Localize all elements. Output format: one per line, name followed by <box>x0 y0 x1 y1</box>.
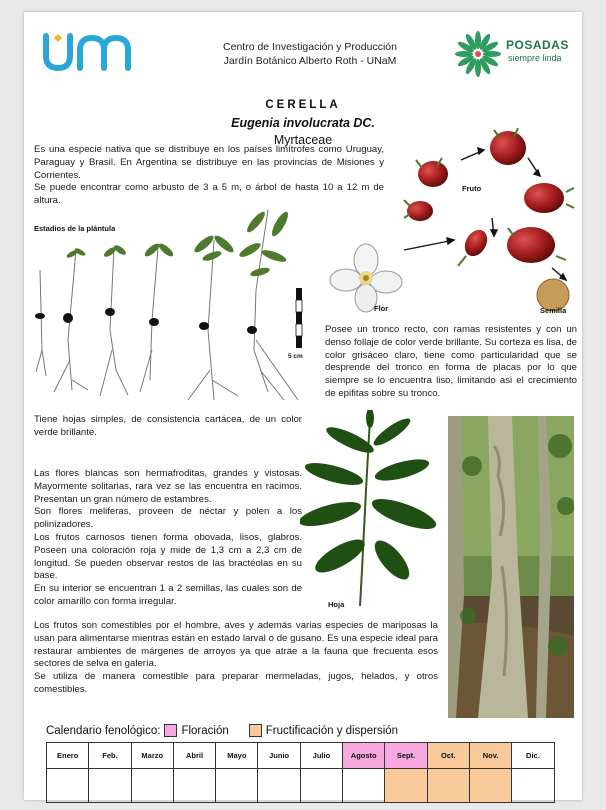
label-plantula: Estadios de la plántula <box>34 224 116 233</box>
calendar-month-cell: Sept. <box>385 743 427 769</box>
calendar-month-cell: Mayo <box>216 743 258 769</box>
seedling-stages-illustration <box>28 200 318 410</box>
calendar-fruiting-cell <box>89 769 131 803</box>
leaves-description: Tiene hojas simples, de consistencia cartácea, de un color verde brillante. <box>34 414 302 438</box>
calendar-month-cell: Marzo <box>131 743 173 769</box>
intro-paragraph: Es una especie nativa que se distribuye en los países limítrofes como Uruguay, Paraguay y Brasil. En Argentina se distribuye en las provincias de Misiones y Corrientes. <box>34 144 384 181</box>
calendar-month-cell: Dic. <box>512 743 554 769</box>
family-name: Myrtaceae <box>273 133 333 147</box>
flowering-swatch <box>164 724 177 737</box>
legend-flowering: Floración <box>181 724 229 737</box>
calendar-months-row <box>47 743 555 769</box>
posadas-flower-logo <box>452 28 504 80</box>
calendar-fruiting-cell <box>469 769 511 803</box>
common-name-title: CERELLA <box>265 99 341 111</box>
calendar-month-cell: Junio <box>258 743 300 769</box>
trunk-description: Posee un tronco recto, con ramas resistentes y con un denso follaje de color verde brillante. Su corteza es lisa, de color grisáceo claro, tiene como particularidad que se desprende del tronco en forma de placas por lo que siempre se lo encuentra liso, limitando asi el crecimiento de epifitas sobre su tronco. <box>325 324 577 399</box>
scale-bar <box>296 288 302 348</box>
calendar-month-cell: Nov. <box>469 743 511 769</box>
calendar-month-cell: Feb. <box>89 743 131 769</box>
tree-trunk-photo <box>448 416 574 718</box>
leaf-branch-illustration <box>300 410 444 610</box>
calendar-fruiting-cell <box>258 769 300 803</box>
fruits-paragraph: Los frutos carnosos tienen forma obovada, lisos, glabros. Poseen una coloración roja y mide de 1,3 cm a 2,3 cm de longitud. Se pueden observar restos de las bractéolas en su base. <box>34 531 302 582</box>
calendar-month-cell: Enero <box>47 743 89 769</box>
fruiting-swatch <box>249 724 262 737</box>
calendar-month-cell: Agosto <box>343 743 385 769</box>
legend-fruiting: Fructificación y dispersión <box>265 724 399 737</box>
calendar-month-cell: Oct. <box>427 743 469 769</box>
posadas-logo-title: POSADAS <box>506 38 569 52</box>
phenology-calendar <box>46 742 555 803</box>
uses-paragraph-2: Se utiliza de manera comestible para preparar mermeladas, jugos, helados, y otros comestibles. <box>34 671 438 695</box>
uses-paragraph-1: Los frutos son comestibles por el hombre, aves y además varias especies de mariposas la usan para alimentarse mientras están en estado larval o de gusano. Es una especie ideal para restaurar ambientes de márgenes de arroyos ya que atrae a la fauna que frecuenta esos sectores de selva en galería. <box>34 620 438 670</box>
calendar-legend <box>46 724 398 737</box>
calendar-fruiting-cell <box>385 769 427 803</box>
label-flor: Flor <box>374 304 389 313</box>
fruit-flower-illustration <box>316 110 576 320</box>
institution-line-2: Jardín Botánico Alberto Roth - UNaM <box>223 55 397 67</box>
label-semilla: Semilla <box>540 306 567 315</box>
scientific-name: Eugenia involucrata DC. <box>231 116 375 130</box>
calendar-fruiting-cell <box>512 769 554 803</box>
posadas-logo-subtitle: siempre linda <box>508 53 562 63</box>
flowers-paragraph-2: Son flores meliferas, proveen de néctar y polen a los polinizadores. <box>34 506 302 531</box>
height-paragraph: Se puede encontrar como arbusto de 3 a 5 m, o árbol de hasta 10 a 12 m de altura. <box>34 182 384 207</box>
flower-drawing <box>330 244 402 312</box>
document-page <box>24 12 582 800</box>
label-fruto: Fruto <box>462 184 482 193</box>
calendar-fruiting-cell <box>427 769 469 803</box>
calendar-fruiting-cell <box>343 769 385 803</box>
calendar-fruiting-cell <box>173 769 215 803</box>
scale-label: 5 cm <box>288 353 303 360</box>
label-hoja: Hoja <box>328 600 345 609</box>
calendar-fruiting-cell <box>47 769 89 803</box>
uses-text <box>34 620 438 697</box>
seeds-paragraph: En su interior se encuentran 1 a 2 semillas, las cuales son de color amarillo con forma irregular. <box>34 583 302 607</box>
institution-line-1: Centro de Investigación y Producción <box>223 41 397 53</box>
calendar-fruiting-cell <box>300 769 342 803</box>
calendar-title: Calendario fenológico: <box>46 724 161 737</box>
calendar-fruiting-cell <box>131 769 173 803</box>
calendar-month-cell: Abril <box>173 743 215 769</box>
calendar-fruiting-row <box>47 769 555 803</box>
calendar-month-cell: Julio <box>300 743 342 769</box>
flowers-fruits-text <box>34 468 302 609</box>
institution-header <box>210 40 410 68</box>
calendar-fruiting-cell <box>216 769 258 803</box>
flowers-paragraph-1: Las flores blancas son hermafroditas, grandes y vistosas. Mayormente solitarias, rara vez se las encuentra en racimos. Presentan un gran número de estambres. <box>34 468 302 505</box>
unam-logo <box>40 30 142 74</box>
